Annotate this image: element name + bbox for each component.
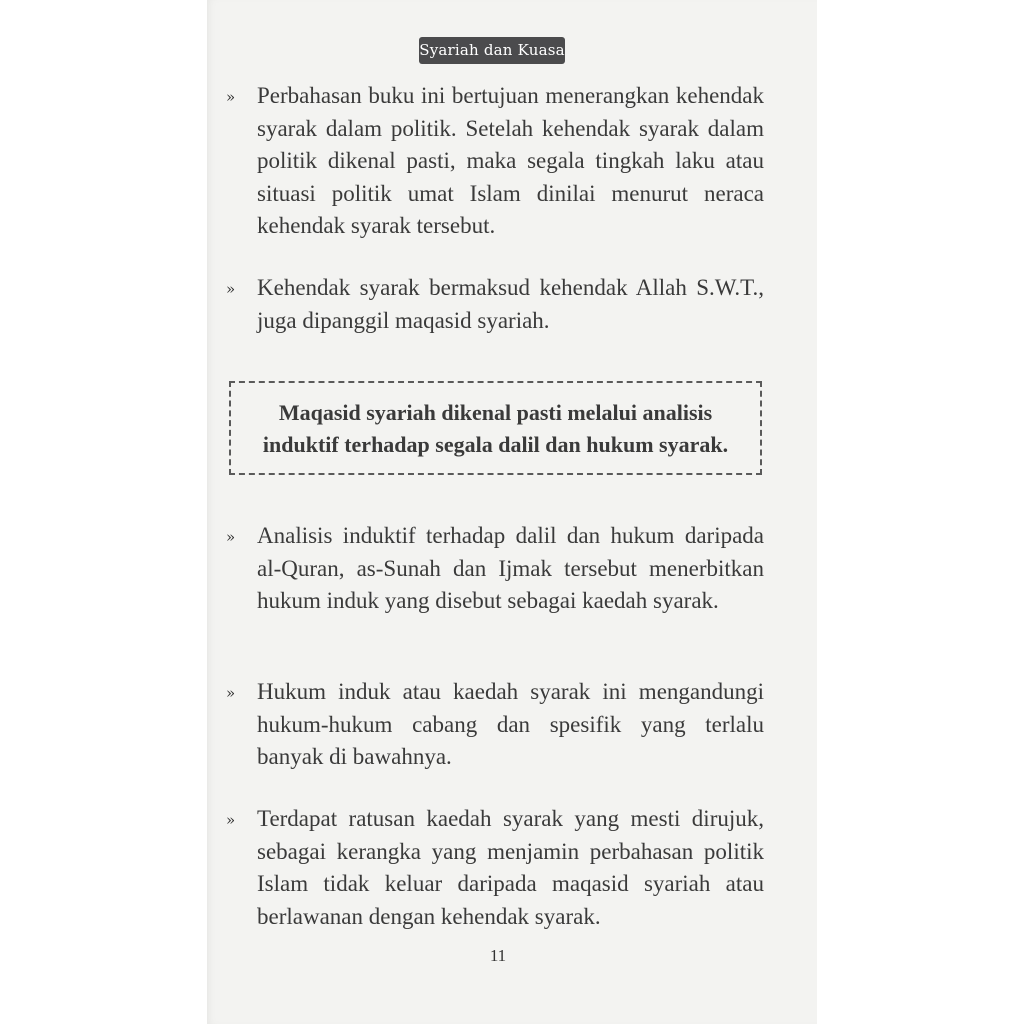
running-header: Syariah dan Kuasa: [419, 37, 565, 64]
callout-line-2: induktif terhadap segala dalil dan hukum syarak.: [262, 432, 729, 457]
paragraph-3: Analisis induktif terhadap dalil dan hukum daripada al-Quran, as-Sunah dan Ijmak tersebut menerbitkan hukum induk yang disebut sebagai kaedah syarak.: [257, 523, 764, 613]
highlight-callout-box: [229, 381, 762, 475]
bullet-marker: »: [226, 811, 236, 829]
page-number: 11: [489, 946, 507, 965]
paragraph-2: Kehendak syarak bermaksud kehendak Allah S.W.T., juga dipanggil maqasid syariah.: [257, 275, 764, 333]
paragraph-4: Hukum induk atau kaedah syarak ini mengandungi hukum-hukum cabang dan spesifik yang terlalu banyak di bawahnya.: [257, 679, 764, 769]
paragraph-5: Terdapat ratusan kaedah syarak yang mesti dirujuk, sebagai kerangka yang menjamin perbahasan politik Islam tidak keluar daripada maqasid syariah atau berlawanan dengan kehendak syarak.: [257, 806, 764, 929]
paragraph-1: Perbahasan buku ini bertujuan menerangkan kehendak syarak dalam politik. Setelah kehendak syarak dalam politik dikenal pasti, maka segala tingkah laku atau situasi politik umat Islam dinilai menurut neraca kehendak syarak tersebut.: [257, 83, 764, 238]
callout-text: [231, 397, 760, 461]
bullet-marker: »: [226, 88, 236, 106]
bullet-marker: »: [226, 280, 236, 298]
callout-line-1: Maqasid syariah dikenal pasti melalui analisis: [278, 400, 713, 425]
bullet-marker: »: [226, 684, 236, 702]
bullet-marker: »: [226, 528, 236, 546]
